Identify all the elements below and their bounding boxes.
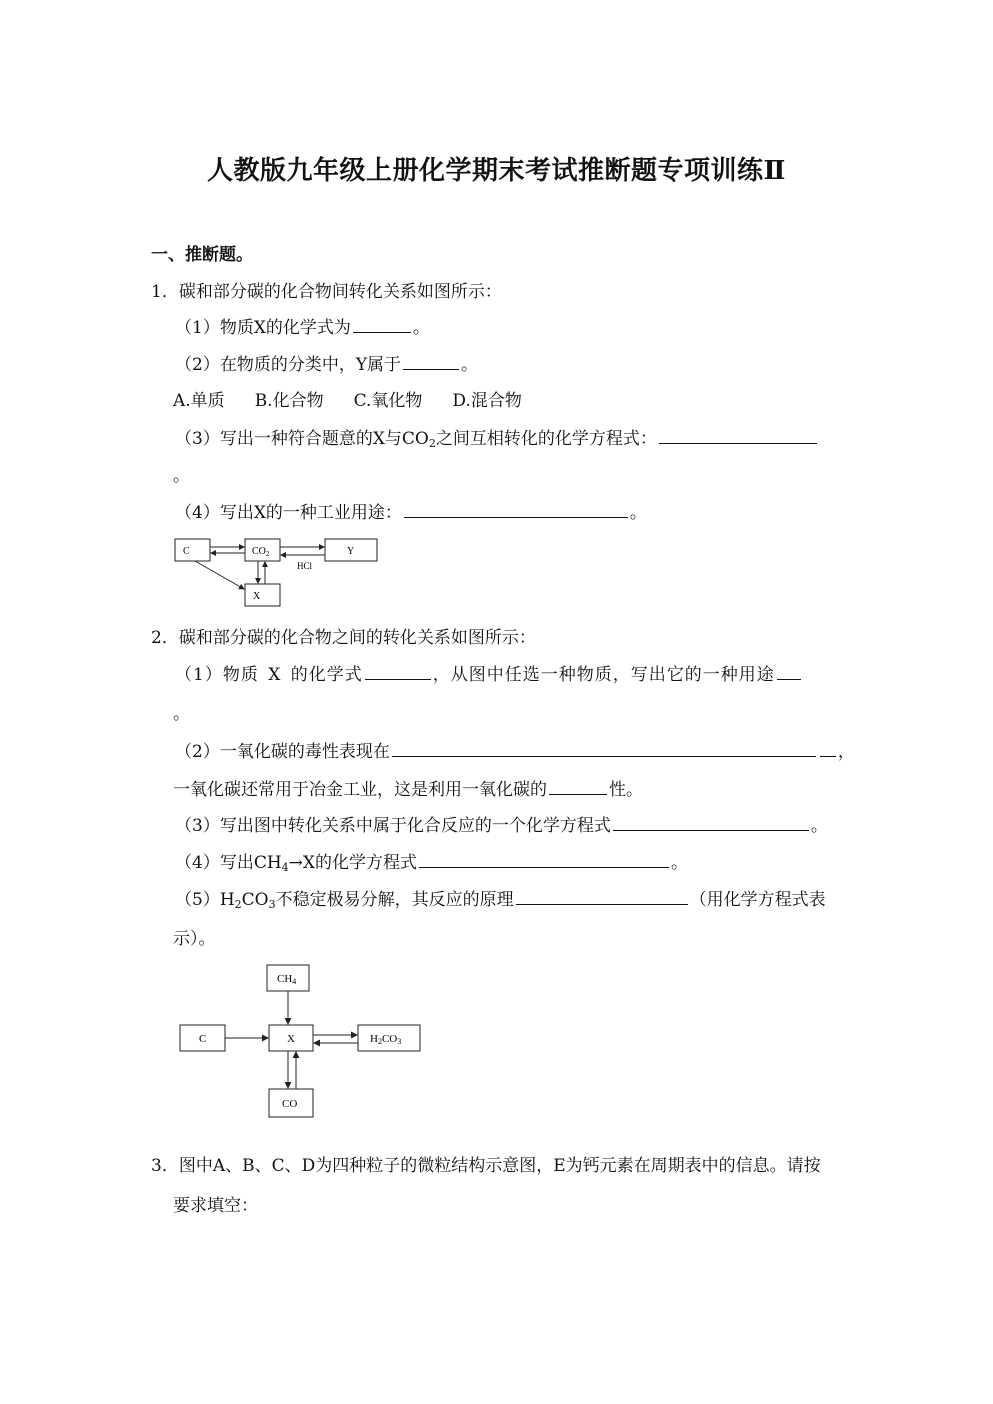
q3-line1: 3．图中A、B、C、D为四种粒子的微粒结构示意图，E为钙元素在周期表中的信息。请按 bbox=[151, 1156, 821, 1176]
q2-part1-blank-a[interactable] bbox=[365, 663, 431, 680]
q1-part2-text: （2）在物质的分类中，Y属于 bbox=[175, 355, 402, 375]
q2-box-h2co3-label: H2CO3 bbox=[370, 1033, 402, 1046]
q2-part4-text-b: →X的化学方程式 bbox=[288, 853, 418, 873]
q2-part2-blank-c[interactable] bbox=[549, 778, 607, 795]
q1-box-x bbox=[245, 584, 280, 606]
q2-part1-end: 。 bbox=[173, 704, 190, 724]
q1-option-a[interactable]: A.单质 bbox=[173, 391, 225, 411]
q2-part2-text-c: 一氧化碳还常用于冶金工业，这是利用一氧化碳的 bbox=[173, 780, 547, 800]
q2-box-c-label: C bbox=[199, 1033, 207, 1045]
q2-part2-blank-a[interactable] bbox=[392, 740, 816, 757]
q2-diagram bbox=[172, 960, 427, 1122]
page-title: 人教版九年级上册化学期末考试推断题专项训练Ⅱ bbox=[207, 156, 786, 186]
q1-part2 bbox=[175, 353, 478, 376]
q1-part1-text: （1）物质X的化学式为 bbox=[175, 318, 351, 338]
q2-part1-blank-b[interactable] bbox=[777, 663, 801, 680]
q2-part1-text-b: ，从图中任选一种物质，写出它的一种用途 bbox=[432, 665, 775, 685]
q1-diagram bbox=[170, 534, 385, 612]
q1-arrow-c-x bbox=[195, 561, 244, 589]
q1-part3-text-b: 之间互相转化的化学方程式： bbox=[435, 429, 657, 449]
q1-part4-end: 。 bbox=[629, 503, 647, 523]
q1-option-b[interactable]: B.化合物 bbox=[254, 391, 324, 411]
q2-part1-text-a: （1）物质 X 的化学式 bbox=[175, 665, 363, 685]
q1-box-x-label: X bbox=[253, 591, 261, 602]
q2-part5 bbox=[175, 888, 826, 911]
q2-part4-sub: 4 bbox=[281, 861, 289, 874]
q1-options bbox=[173, 390, 552, 412]
q1-part1 bbox=[175, 316, 430, 339]
q1-option-c[interactable]: C.氧化物 bbox=[353, 391, 423, 411]
q1-part3-sub: 2 bbox=[428, 437, 436, 450]
q2-part3-blank[interactable] bbox=[613, 814, 809, 831]
q1-part4-blank[interactable] bbox=[404, 501, 628, 518]
q2-box-co-label: CO bbox=[282, 1098, 298, 1110]
q2-box-x-label: X bbox=[287, 1033, 295, 1045]
q2-part5-text-d: （用化学方程式表 bbox=[689, 890, 826, 910]
q2-part4-text-a: （4）写出CH bbox=[175, 853, 282, 873]
q2-part1 bbox=[175, 663, 803, 686]
q2-stem: 2．碳和部分碳的化合物之间的转化关系如图所示： bbox=[151, 628, 536, 648]
q2-part2 bbox=[175, 740, 855, 763]
q2-part3 bbox=[175, 814, 828, 837]
q1-part4-text: （4）写出X的一种工业用途： bbox=[175, 503, 402, 523]
q2-box-ch4-label: CH4 bbox=[277, 973, 297, 986]
q1-stem: 1．碳和部分碳的化合物间转化关系如图所示： bbox=[151, 282, 502, 302]
section-heading: 一、推断题。 bbox=[151, 245, 253, 265]
q2-part3-end: 。 bbox=[810, 816, 828, 836]
q2-part4-blank[interactable] bbox=[419, 851, 669, 868]
q1-box-c-label: C bbox=[183, 546, 190, 557]
q2-part2-text-d: 性。 bbox=[609, 780, 643, 800]
q1-part3-text-a: （3）写出一种符合题意的X与CO bbox=[175, 429, 429, 449]
q2-part5-sub1: 2 bbox=[234, 898, 242, 911]
q1-part2-end: 。 bbox=[461, 355, 479, 375]
q1-part3-end: 。 bbox=[173, 466, 190, 486]
q2-part2-blank-b[interactable] bbox=[820, 740, 836, 757]
q1-label-hcl: HCl bbox=[297, 561, 313, 571]
q1-part1-end: 。 bbox=[412, 318, 430, 338]
q1-box-y-label: Y bbox=[347, 546, 355, 557]
q2-part2-line2 bbox=[173, 778, 643, 801]
q2-part5-line2: 示）。 bbox=[173, 929, 216, 949]
q2-part5-blank[interactable] bbox=[516, 888, 688, 905]
q1-box-co2-label: $CO_2$ bbox=[252, 546, 270, 558]
q1-part4 bbox=[175, 501, 647, 524]
q2-part3-text: （3）写出图中转化关系中属于化合反应的一个化学方程式 bbox=[175, 816, 611, 836]
q2-part4-end: 。 bbox=[671, 853, 689, 873]
q1-box-c bbox=[175, 539, 210, 561]
q1-part1-blank[interactable] bbox=[353, 316, 411, 333]
q2-part5-text-a: （5）H bbox=[175, 890, 235, 910]
q2-part2-comma: ， bbox=[837, 742, 855, 762]
q2-part5-sub2: 3 bbox=[268, 898, 276, 911]
q1-part2-blank[interactable] bbox=[403, 353, 459, 370]
q3-line2: 要求填空： bbox=[173, 1196, 258, 1216]
q2-part5-text-c: 不稳定极易分解，其反应的原理 bbox=[275, 890, 514, 910]
q2-part4 bbox=[175, 851, 688, 874]
q1-part3-blank[interactable] bbox=[659, 427, 817, 444]
q2-part2-text-a: （2）一氧化碳的毒性表现在 bbox=[175, 742, 390, 762]
q1-part3 bbox=[175, 427, 819, 450]
q1-option-d[interactable]: D.混合物 bbox=[452, 391, 522, 411]
q2-part5-text-b: CO bbox=[241, 890, 269, 910]
